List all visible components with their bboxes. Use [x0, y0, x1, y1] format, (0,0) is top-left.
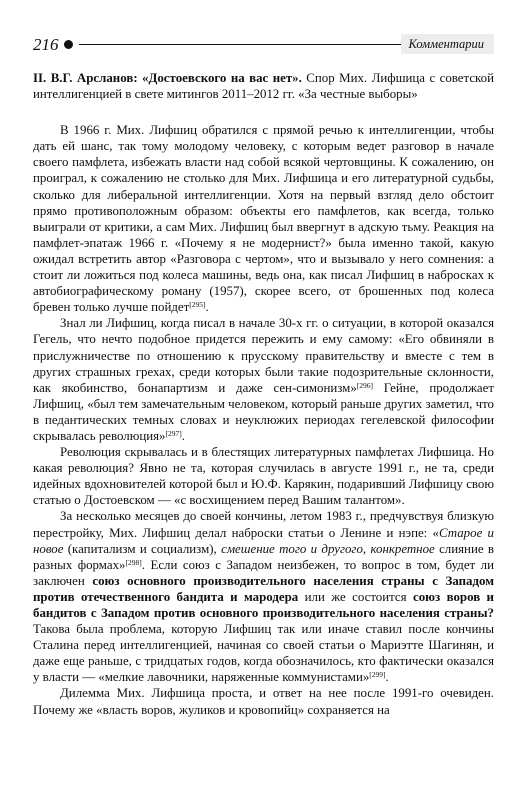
text-run: Такова была проблема, которую Лифшиц так или иначе ставил после кончины Сталина перед интеллигенцией, начиная со своей статьи о Мариэтте Шагинян, и даже еще раньше, с тридцатых годов, когда обозначилось, кто фактически оказался у власти — «мелкие лавочники, наряженные коммунистами» — [33, 622, 494, 685]
text-run: За несколько месяцев до своей кончины, летом 1983 г., предчувствуя близкую перестройку, Мих. Лифшиц делал наброски статьи о Ленине и нэпе: « — [33, 509, 494, 540]
header-rule — [79, 44, 401, 45]
text-run: Революция скрывалась и в блестящих литературных памфлетах Лифшица. Но какая революция? Явно не та, которая случилась в августе 1991 г., не та, среди идейных вдохновителей которой был и Ю.Ф. Карякин, подаривший Лифшицу свою статью о Достоевском — «с восхищением перед Вашим талантом». — [33, 445, 494, 508]
paragraph-2 — [33, 315, 494, 444]
footnote-ref: [297] — [165, 428, 182, 438]
footnote-ref: [298] — [125, 557, 142, 567]
italic-run: конкретное — [370, 541, 435, 556]
text-run: (капитализм и социализм), — [63, 541, 222, 556]
heading-subtitle: Спор Мих. Лифшица с советской интеллигенцией в свете митингов 2011–2012 гг. «За честные выборы» — [33, 71, 494, 102]
running-header — [33, 34, 494, 54]
text-run: Знал ли Лифшиц, когда писал в начале 30-х гг. о ситуации, в которой оказался Гегель, что нечто подобное придется пережить и ему самому: «Его обвиняли в прислужничестве по отношению к прусскому правительству и вместе с тем в других страшных грехах, среди которых были такие подозрительные склонности, как якобинство, бонапартизм и даже сен-симонизм» — [33, 316, 494, 395]
footnote-ref: [295] — [189, 300, 206, 310]
text-run: . Если союз с Западом неизбежен, то вопрос в том, будет ли заключен — [33, 557, 494, 588]
text-run: , — [362, 541, 371, 556]
text-run: Гейне, продолжает Лифшиц, «был тем замечательным человеком, который раньше других заметил, что в педантических темных словах и неуклюжих периодах гегелевской философии скрывалась революция» — [33, 380, 494, 443]
bold-run: союз основного производительного населения страны с Западом против отечественного бандита и мародера — [33, 573, 494, 604]
heading-author-title: II. В.Г. Арсланов: «Достоевского на вас нет». — [33, 71, 302, 85]
text-run: Дилемма Мих. Лифшица проста, и ответ на нее после 1991-го очевиден. Почему же «власть воров, жуликов и кровопийц» сохраняется на — [33, 686, 494, 717]
bold-run: союз воров и бандитов с Западом против основного производительного населения страны? — [33, 589, 494, 620]
footnote-ref: [296] — [356, 380, 374, 390]
paragraph-3 — [33, 444, 494, 508]
italic-run: Старое и новое — [33, 525, 494, 556]
page-body — [33, 70, 494, 718]
section-title: Комментарии — [401, 34, 494, 54]
footnote-ref: [299] — [369, 670, 386, 680]
paragraph-5 — [33, 685, 494, 717]
paragraph-4 — [33, 508, 494, 685]
text-run: слияние в разных формах» — [33, 541, 494, 572]
page-number: 216 — [33, 34, 59, 54]
text-run: или же состоится — [298, 589, 413, 604]
text-run: . — [205, 300, 209, 315]
text-run: . — [385, 670, 389, 685]
text-run: . — [181, 428, 185, 443]
text-run: В 1966 г. Мих. Лифшиц обратился с прямой речью к интеллигенции, чтобы дать ей шанс, так тому молодому человеку, с которым ведет разговор в начале своего памфлета, избежать власти над собой всякой чертовщины. К сожалению, он проиграл, к сожалению не столько для Мих. Лифшица и его литературной судьбы, сколько для либеральной интеллигенции. Хотя на первый взгляд дело обстоит прямо противоположным образом: объекты его памфлетов, как всегда, только выиграли от критики, а сам Мих. Лифшиц был ввергнут в адскую тьму. Реакция на памфлет-эпатаж 1966 г. «Почему я не модернист?» была именно такой, какую ожидал встретить автор «Разговора с чертом», что и вызывало у него сомнения: а стоит ли ложиться под колеса машины, ведь она, как писал Лифшиц в набросках к автобиографическому роману (1957), скорее всего, от брошенных под колеса бревен только лучше пойдет — [33, 123, 494, 315]
bullet-dot-icon — [64, 40, 73, 49]
paragraph-1 — [33, 122, 494, 315]
italic-run: смешение того и другого — [221, 541, 363, 556]
article-heading — [33, 70, 494, 102]
